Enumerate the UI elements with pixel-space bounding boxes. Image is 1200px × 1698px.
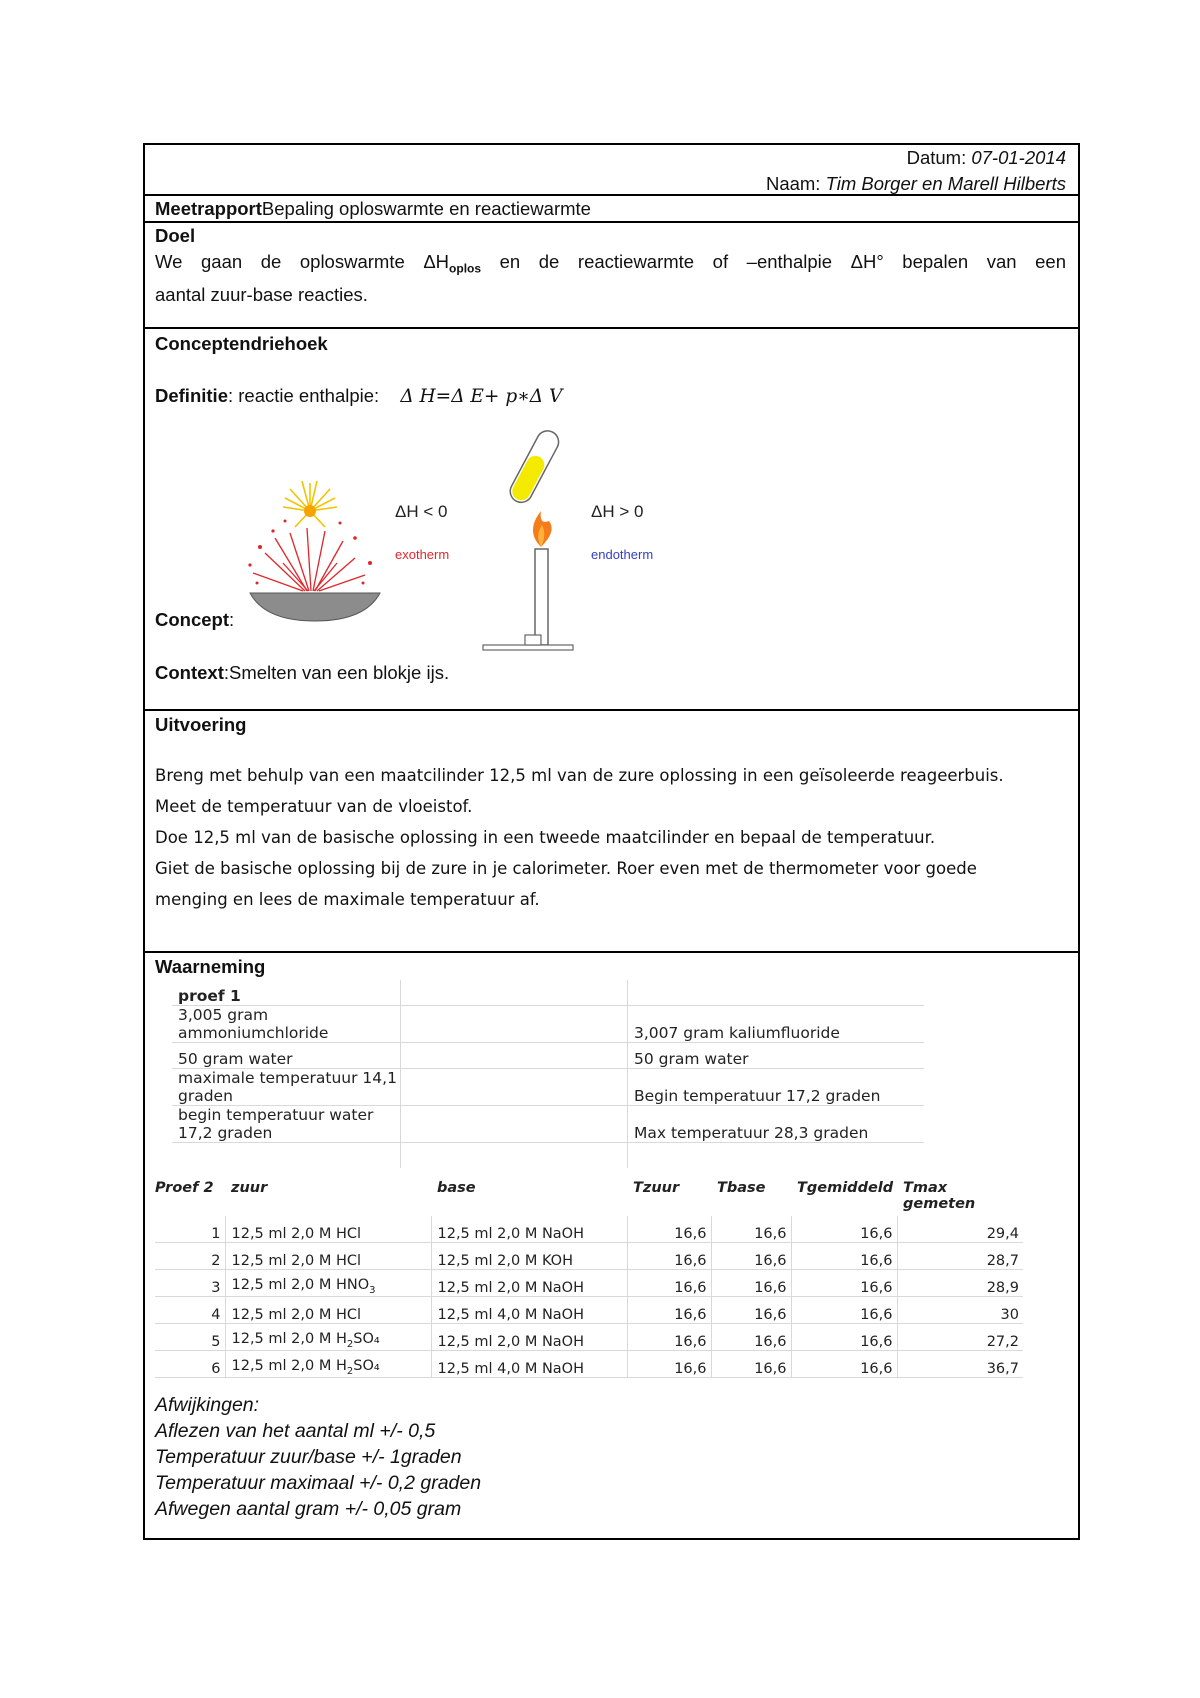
table-cell bbox=[172, 1143, 401, 1169]
afwijking-item: Temperatuur zuur/base +/- 1graden bbox=[155, 1446, 462, 1468]
table-cell: 16,6 bbox=[711, 1351, 791, 1378]
concept-heading: Conceptendriehoek bbox=[155, 333, 328, 354]
report-sheet bbox=[143, 143, 1080, 1540]
definitie-text: : reactie enthalpie: bbox=[227, 385, 380, 406]
waarneming-box bbox=[143, 951, 1080, 1540]
table-cell: 29,4 bbox=[897, 1216, 1023, 1243]
table-row bbox=[155, 1324, 1023, 1351]
table-cell: 12,5 ml 2,0 M NaOH bbox=[431, 1270, 627, 1297]
table-cell: 2 bbox=[155, 1243, 225, 1270]
table-row bbox=[155, 1297, 1023, 1324]
table-row bbox=[172, 1069, 924, 1106]
table-cell: Begin temperatuur 17,2 graden bbox=[628, 1069, 925, 1106]
table-cell bbox=[225, 1297, 431, 1324]
table-cell: 16,6 bbox=[627, 1270, 711, 1297]
table-cell: 50 gram water bbox=[628, 1043, 925, 1069]
table-cell: 12,5 ml 4,0 M NaOH bbox=[431, 1297, 627, 1324]
afwijking-item: Temperatuur maximaal +/- 0,2 graden bbox=[155, 1472, 482, 1494]
zuur-text: 12,5 ml 2,0 M H bbox=[231, 1331, 347, 1348]
table-row bbox=[155, 1216, 1023, 1243]
table-cell: 3,005 gram ammoniumchloride bbox=[172, 1006, 401, 1043]
table-cell bbox=[401, 1043, 628, 1069]
waarneming-heading: Waarneming bbox=[155, 956, 266, 977]
dh-negative-label: ΔH < 0 bbox=[395, 502, 448, 521]
table-cell: 16,6 bbox=[791, 1351, 897, 1378]
concept-box bbox=[143, 327, 1080, 709]
doel-line2: aantal zuur-base reacties. bbox=[155, 283, 368, 305]
table-cell bbox=[401, 980, 628, 1006]
explosion-icon bbox=[248, 481, 380, 621]
table-cell: 16,6 bbox=[627, 1297, 711, 1324]
doel-line1 bbox=[155, 249, 1066, 282]
proef2-body bbox=[155, 1216, 1023, 1378]
uitvoering-steps bbox=[155, 760, 1066, 915]
datum-value: 07-01-2014 bbox=[971, 147, 1066, 168]
zuur-text: 12,5 ml 2,0 M HNO bbox=[231, 1277, 370, 1294]
exotherm-label: exotherm bbox=[395, 547, 450, 562]
title-text: Bepaling oploswarmte en reactiewarmte bbox=[261, 198, 591, 219]
table-cell: 16,6 bbox=[791, 1297, 897, 1324]
concept-colon: : bbox=[229, 609, 235, 630]
table-cell: 16,6 bbox=[627, 1216, 711, 1243]
doel-sub: oplos bbox=[449, 261, 482, 276]
table-cell: 16,6 bbox=[791, 1243, 897, 1270]
enthalpy-formula: Δ H=Δ E+ p∗Δ V bbox=[400, 386, 563, 407]
proef1-title: proef 1 bbox=[172, 980, 401, 1006]
title-box bbox=[143, 194, 1080, 221]
concept-label: Concept bbox=[155, 609, 229, 630]
test-tube-icon bbox=[506, 427, 562, 506]
uitvoering-line: Doe 12,5 ml van de basische oplossing in een tweede maatcilinder en bepaal de temperatuur. bbox=[155, 828, 936, 847]
table-cell: 1 bbox=[155, 1216, 225, 1243]
zuur-tail: SO₄ bbox=[353, 1331, 380, 1348]
table-row bbox=[155, 1270, 1023, 1297]
table-cell: 3 bbox=[155, 1270, 225, 1297]
table-row bbox=[172, 980, 924, 1006]
table-cell: 12,5 ml 2,0 M NaOH bbox=[431, 1324, 627, 1351]
table-cell: 6 bbox=[155, 1351, 225, 1378]
context-line bbox=[155, 660, 449, 686]
table-cell: 16,6 bbox=[791, 1216, 897, 1243]
table-row bbox=[155, 1243, 1023, 1270]
table-cell bbox=[225, 1351, 431, 1378]
zuur-subscript: 2 bbox=[346, 1339, 354, 1350]
zuur-tail: SO₄ bbox=[353, 1358, 380, 1375]
table-cell: 16,6 bbox=[711, 1297, 791, 1324]
dh-positive-label: ΔH > 0 bbox=[591, 502, 644, 521]
table-cell: 16,6 bbox=[791, 1324, 897, 1351]
context-text: :Smelten van een blokje ijs. bbox=[223, 662, 450, 683]
table-cell: 16,6 bbox=[791, 1270, 897, 1297]
datum-label: Datum: bbox=[906, 147, 967, 168]
definitie-line bbox=[155, 383, 1066, 410]
afwijkingen bbox=[155, 1392, 1066, 1522]
table-cell: 30 bbox=[897, 1297, 1023, 1324]
table-cell: 16,6 bbox=[711, 1216, 791, 1243]
table-row bbox=[172, 1106, 924, 1143]
table-cell: 16,6 bbox=[627, 1351, 711, 1378]
table-row bbox=[155, 1351, 1023, 1378]
afwijking-item: Afwegen aantal gram +/- 0,05 gram bbox=[155, 1498, 462, 1520]
zuur-text: 12,5 ml 2,0 M HCl bbox=[231, 1307, 362, 1323]
uitvoering-box bbox=[143, 709, 1080, 951]
title-label: Meetrapport bbox=[155, 198, 262, 219]
table-cell bbox=[225, 1324, 431, 1351]
naam-value: Tim Borger en Marell Hilberts bbox=[825, 173, 1066, 194]
definitie-label: Definitie bbox=[155, 385, 228, 406]
table-cell bbox=[628, 1143, 925, 1169]
col-header: base bbox=[437, 1180, 476, 1196]
col-header: zuur bbox=[231, 1180, 268, 1196]
datum-line bbox=[155, 145, 1066, 171]
endotherm-label: endotherm bbox=[591, 547, 654, 562]
uitvoering-line: Meet de temperatuur van de vloeistof. bbox=[155, 797, 473, 816]
proef2-table bbox=[155, 1180, 1023, 1378]
col-header: Tzuur bbox=[633, 1180, 680, 1196]
table-cell bbox=[225, 1243, 431, 1270]
table-cell: 4 bbox=[155, 1297, 225, 1324]
zuur-text: 12,5 ml 2,0 M HCl bbox=[231, 1253, 362, 1269]
zuur-subscript: 2 bbox=[346, 1366, 354, 1377]
table-cell: 12,5 ml 2,0 M NaOH bbox=[431, 1216, 627, 1243]
table-cell: 12,5 ml 2,0 M KOH bbox=[431, 1243, 627, 1270]
zuur-subscript: 3 bbox=[369, 1285, 376, 1296]
table-row bbox=[172, 1043, 924, 1069]
doel-heading: Doel bbox=[155, 225, 196, 246]
concept-line bbox=[155, 607, 234, 633]
table-cell: 28,9 bbox=[897, 1270, 1023, 1297]
proef1-table bbox=[172, 980, 924, 1168]
table-row bbox=[172, 1143, 924, 1169]
col-header: Tmax gemeten bbox=[903, 1180, 976, 1212]
table-row bbox=[172, 1006, 924, 1043]
table-cell: 27,2 bbox=[897, 1324, 1023, 1351]
table-cell bbox=[225, 1270, 431, 1297]
zuur-text: 12,5 ml 2,0 M HCl bbox=[231, 1226, 362, 1242]
header-box bbox=[143, 143, 1080, 194]
col-header: Tgemiddeld bbox=[797, 1180, 894, 1196]
table-cell bbox=[401, 1069, 628, 1106]
table-cell: 16,6 bbox=[711, 1270, 791, 1297]
uitvoering-line: Breng met behulp van een maatcilinder 12,5 ml van de zure oplossing in een geïsoleerde reageerbuis. bbox=[155, 766, 1004, 785]
zuur-text: 12,5 ml 2,0 M H bbox=[231, 1358, 347, 1375]
table-cell: Max temperatuur 28,3 graden bbox=[628, 1106, 925, 1143]
doel-box bbox=[143, 221, 1080, 327]
table-cell bbox=[225, 1216, 431, 1243]
table-cell: 16,6 bbox=[627, 1243, 711, 1270]
uitvoering-line: menging en lees de maximale temperatuur af. bbox=[155, 890, 540, 909]
table-cell: 16,6 bbox=[711, 1243, 791, 1270]
table-cell: 3,007 gram kaliumfluoride bbox=[628, 1006, 925, 1043]
uitvoering-heading: Uitvoering bbox=[155, 714, 247, 735]
bunsen-burner-icon bbox=[483, 511, 573, 650]
table-cell: 36,7 bbox=[897, 1351, 1023, 1378]
col-header: Proef 2 bbox=[155, 1180, 214, 1196]
table-cell: 16,6 bbox=[627, 1324, 711, 1351]
context-label: Context bbox=[155, 662, 224, 683]
table-cell: 5 bbox=[155, 1324, 225, 1351]
col-header: Tbase bbox=[717, 1180, 766, 1196]
table-cell: 50 gram water bbox=[172, 1043, 401, 1069]
table-cell bbox=[401, 1106, 628, 1143]
table-cell bbox=[401, 1143, 628, 1169]
table-cell bbox=[401, 1006, 628, 1043]
table-header-row bbox=[155, 1180, 1023, 1216]
table-cell bbox=[628, 980, 925, 1006]
table-cell: begin temperatuur water 17,2 graden bbox=[172, 1106, 401, 1143]
doel-text-b: en de reactiewarmte of –enthalpie ΔH° bepalen van een bbox=[481, 251, 1066, 272]
exo-endo-figure bbox=[245, 423, 685, 663]
afwijking-item: Aflezen van het aantal ml +/- 0,5 bbox=[155, 1420, 436, 1442]
doel-text-a: We gaan de oploswarmte ΔH bbox=[155, 251, 450, 272]
table-cell: 28,7 bbox=[897, 1243, 1023, 1270]
table-cell: maximale temperatuur 14,1 graden bbox=[172, 1069, 401, 1106]
table-cell: 16,6 bbox=[711, 1324, 791, 1351]
afwijkingen-heading: Afwijkingen: bbox=[155, 1394, 260, 1416]
naam-label: Naam: bbox=[765, 173, 821, 194]
uitvoering-line: Giet de basische oplossing bij de zure in je calorimeter. Roer even met de thermometer voor goede bbox=[155, 859, 977, 878]
table-cell: 12,5 ml 4,0 M NaOH bbox=[431, 1351, 627, 1378]
